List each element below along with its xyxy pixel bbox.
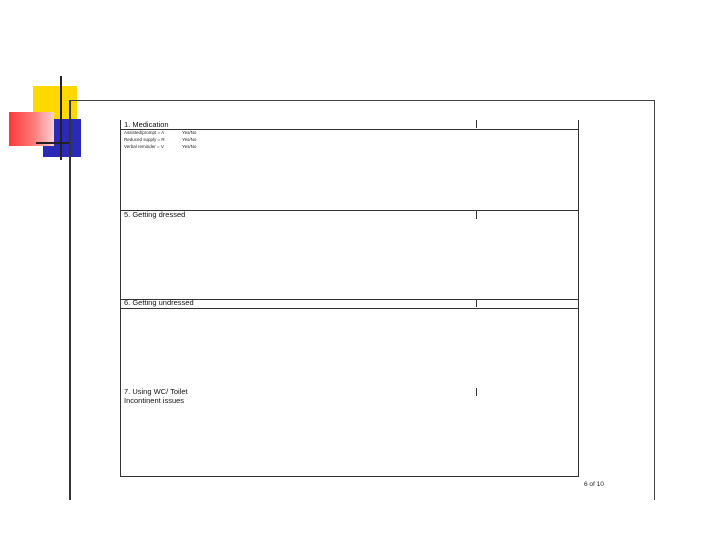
medication-option-value: Yes/No bbox=[182, 130, 197, 135]
section-title-medication: 1. Medication bbox=[124, 120, 169, 129]
page-left-border bbox=[69, 100, 71, 500]
decor-horizontal-line bbox=[36, 142, 70, 144]
decor-red-square bbox=[9, 112, 54, 146]
assessment-form-table bbox=[120, 120, 579, 477]
medication-option-label: Verbal reminder = V bbox=[124, 144, 164, 149]
medication-option-label: Assisted/prompt = A bbox=[124, 130, 165, 135]
row-divider bbox=[121, 210, 578, 211]
decor-vertical-line bbox=[60, 76, 62, 160]
page-number: 6 of 10 bbox=[584, 481, 604, 488]
column-tick bbox=[476, 388, 477, 396]
medication-option-value: Yes/No bbox=[182, 144, 197, 149]
section-title-using-wc: 7. Using WC/ Toilet bbox=[124, 387, 188, 396]
section-title-getting-dressed: 5. Getting dressed bbox=[124, 210, 186, 219]
section-subtitle-incontinent: Incontinent issues bbox=[124, 396, 185, 405]
row-divider bbox=[121, 308, 578, 309]
column-tick bbox=[476, 211, 477, 219]
medication-option-label: Reduced supply = R bbox=[124, 137, 165, 142]
column-tick bbox=[476, 120, 477, 128]
section-title-getting-undressed: 6. Getting undressed bbox=[124, 298, 194, 307]
medication-option-value: Yes/No bbox=[182, 137, 197, 142]
column-tick bbox=[476, 299, 477, 307]
page-right-border bbox=[654, 100, 655, 500]
page-top-border bbox=[69, 100, 655, 101]
